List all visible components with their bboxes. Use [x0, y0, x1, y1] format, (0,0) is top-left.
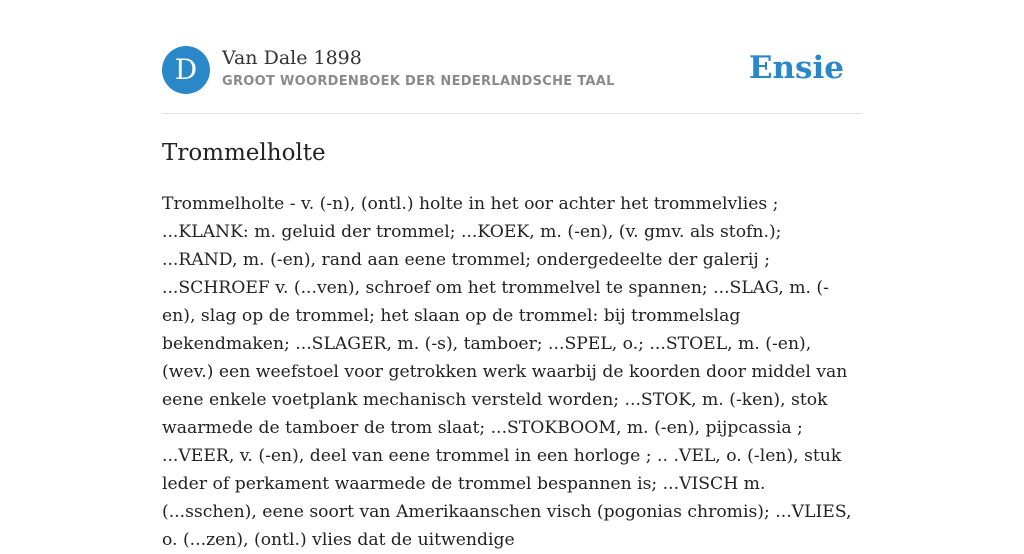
ensie-logo[interactable]: Ensie	[748, 50, 844, 86]
source-subtitle: GROOT WOORDENBOEK DER NEDERLANDSCHE TAAL	[222, 74, 615, 89]
source-title[interactable]: Van Dale 1898	[222, 47, 362, 69]
dictionary-avatar[interactable]: D	[162, 46, 210, 94]
source-header	[162, 46, 862, 96]
header-divider	[162, 113, 862, 114]
entry-definition: Trommelholte - v. (-n), (ontl.) holte in het oor achter het trommelvlies ; ...KLANK: m. geluid der trommel; ...KOEK, m. (-en), (v. gmv. als stofn.); ...RAND, m. (-en), rand aan eene trommel; ondergedeelte der galerij ; ...SCHROEF v. (...ven), schroef om het trommelvel te spannen; ...SLAG, m. (-en), slag op de trommel; het slaan op de trommel: bij trommelslag bekendmaken; ...SLAGER, m. (-s), tamboer; ...SPEL, o.; ...STOEL, m. (-en), (wev.) een weefstoel voor getrokken werk waarbij de koorden door middel van eene enkele voetplank mechanisch versteld worden; ...STOK, m. (-ken), stok waarmede de tamboer de trom slaat; ...STOKBOOM, m. (-en), pijpcassia ; ...VEER, v. (-en), deel van eene trommel in een horloge ; .. .VEL, o. (-len), stuk leder of perkament waarmede de trommel bespannen is; ...VISCH m. (...sschen), eene soort van Amerikaanschen visch (pogonias chromis); ...VLIES, o. (...zen), (ontl.) vlies dat de uitwendige	[162, 194, 852, 550]
entry-title: Trommelholte	[162, 140, 326, 166]
